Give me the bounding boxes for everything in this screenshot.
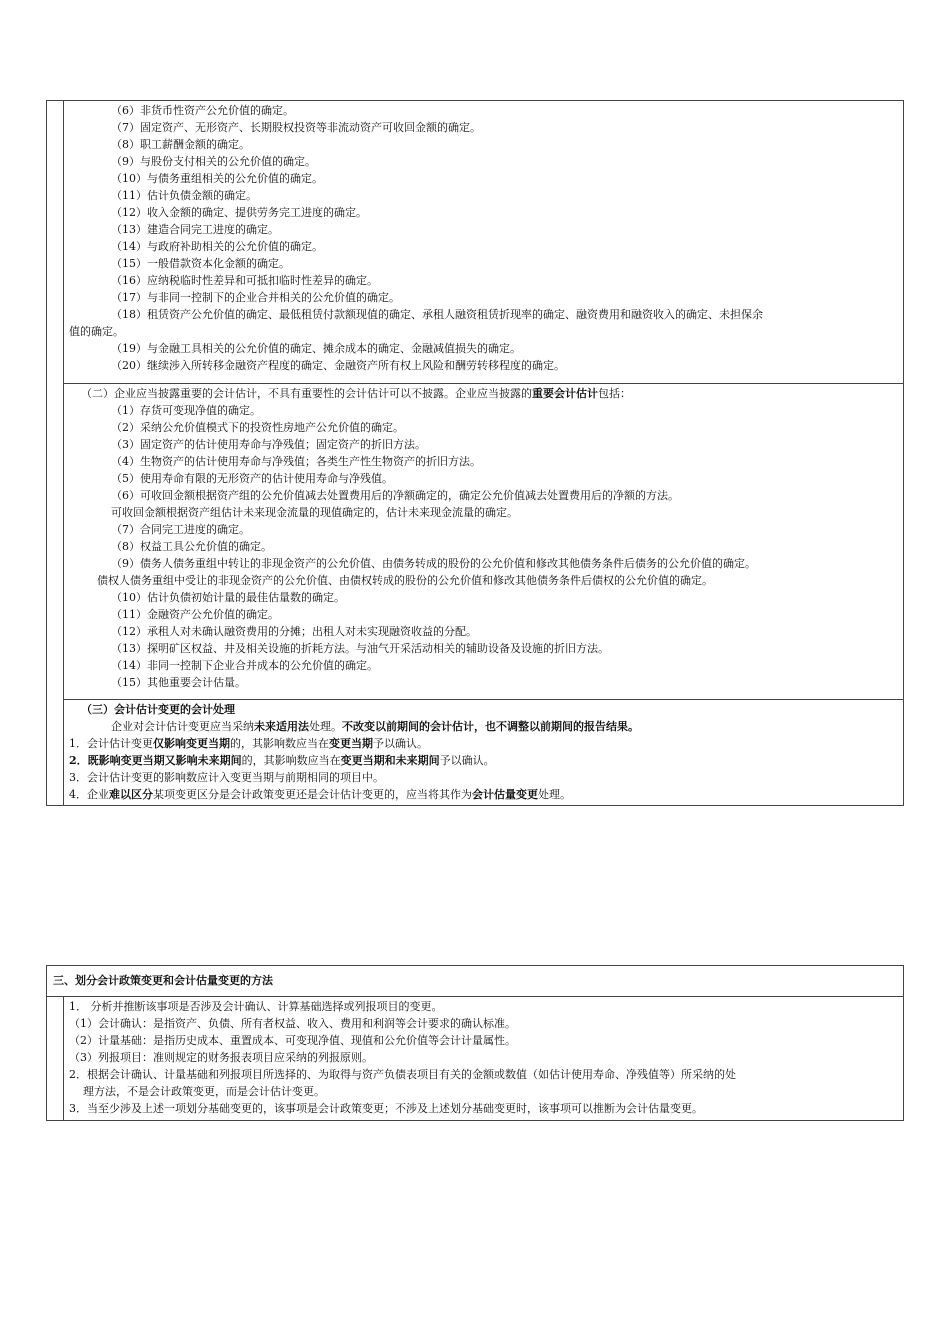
text-line (69, 735, 897, 752)
emphasis-text: 变更当期 (329, 737, 373, 750)
text-line: （12）收入金额的确定、提供劳务完工进度的确定。 (111, 206, 367, 219)
emphasis-text: 未来适用法 (254, 720, 309, 733)
text-line: （13）建造合同完工进度的确定。 (111, 223, 279, 236)
text-span: 某项变更区分是会计政策变更还是会计估计变更的，应当将其作为 (153, 788, 472, 801)
text-span: 3．会计估计变更的影响数应计入变更当期与前期相同的项目中。 (69, 771, 384, 784)
text-span: （1）存货可变现净值的确定。 (111, 404, 261, 417)
text-line: （11）估计负债金额的确定。 (111, 189, 257, 202)
text-span: （12）承租人对未确认融资费用的分摊；出租人对未实现融资收益的分配。 (111, 625, 477, 638)
text-span: （13）探明矿区权益、井及相关设施的折耗方法。与油气开采活动相关的辅助设备及设施的折旧方法。 (111, 642, 609, 655)
text-line: （8）职工薪酬金额的确定。 (111, 138, 250, 151)
emphasis-text: 会计估量变更 (472, 788, 538, 801)
text-line (69, 752, 897, 769)
text-span: （15）其他重要会计估量。 (111, 676, 246, 689)
text-span: 企业对会计估计变更应当采纳 (111, 720, 254, 733)
text-line (111, 487, 897, 504)
text-line (97, 572, 897, 589)
text-line (111, 640, 897, 657)
text-line: （6）非货币性资产公允价值的确定。 (111, 104, 294, 117)
text-line (111, 718, 897, 735)
text-line (111, 521, 897, 538)
text-line: 值的确定。 (69, 325, 124, 338)
text-span: 4．企业 (69, 788, 109, 801)
text-line (81, 385, 897, 402)
method-heading: 三、划分会计政策变更和会计估量变更的方法 (47, 966, 903, 997)
text-span: 处理。 (309, 720, 342, 733)
text-line (111, 419, 897, 436)
text-line (111, 674, 897, 691)
text-line: （14）与政府补助相关的公允价值的确定。 (111, 240, 323, 253)
emphasis-text: （三）会计估计变更的会计处理 (81, 703, 235, 716)
text-line (111, 589, 897, 606)
text-line: 理方法，不是会计政策变更，而是会计估计变更。 (83, 1085, 325, 1098)
estimates-table (46, 100, 904, 806)
text-span: （二）企业应当披露重要的会计估计，不具有重要性的会计估计可以不披露。企业应当披露的 (81, 387, 532, 400)
text-line (111, 555, 897, 572)
method-lines-section (63, 996, 903, 1120)
text-span: 债权人债务重组中受让的非现金资产的公允价值、由债权转成的股份的公允价值和修改其他债务条件后债权的公允价值的确定。 (97, 574, 713, 587)
text-line: （10）与债务重组相关的公允价值的确定。 (111, 172, 323, 185)
text-span: （6）可收回金额根据资产组的公允价值减去处置费用后的净额确定的，确定公允价值减去处置费用后的净额的方法。 (111, 489, 679, 502)
text-span: 1．会计估计变更 (69, 737, 153, 750)
estimate-change-treatment-section (63, 699, 903, 808)
text-line (111, 470, 897, 487)
text-span: 予以确认。 (439, 754, 495, 767)
text-line: （7）固定资产、无形资产、长期股权投资等非流动资产可收回金额的确定。 (111, 121, 481, 134)
text-span: 的，其影响数应当在 (241, 754, 341, 767)
text-line: （16）应纳税临时性差异和可抵扣临时性差异的确定。 (111, 274, 378, 287)
text-span: （7）合同完工进度的确定。 (111, 523, 250, 536)
text-span: （2）采纳公允价值模式下的投资性房地产公允价值的确定。 (111, 421, 404, 434)
emphasis-text: 变更当期和未来期间 (340, 754, 440, 767)
emphasis-text: 仅影响变更当期 (153, 737, 230, 750)
text-span: （14）非同一控制下企业合并成本的公允价值的确定。 (111, 659, 378, 672)
text-line (111, 606, 897, 623)
estimate-items-section (63, 101, 903, 383)
text-line (81, 701, 897, 718)
text-line: （15）一般借款资本化金额的确定。 (111, 257, 290, 270)
text-line: （3）列报项目：准则规定的财务报表项目应采纳的列报原则。 (69, 1051, 373, 1064)
emphasis-text: 重要会计估计 (532, 387, 598, 400)
text-span: （10）估计负债初始计量的最佳估量数的确定。 (111, 591, 345, 604)
emphasis-text: 2．既影响变更当期又影响未来期间 (69, 754, 242, 767)
text-line: （17）与非同一控制下的企业合并相关的公允价值的确定。 (111, 291, 400, 304)
text-span: 的，其影响数应当在 (230, 737, 329, 750)
text-line (111, 436, 897, 453)
method-gutter (47, 996, 64, 1120)
text-span: 可收回金额根据资产组估计未来现金流量的现值确定的，估计未来现金流量的确定。 (111, 506, 518, 519)
text-line (69, 769, 897, 786)
text-line (69, 786, 897, 803)
text-line: （9）与股份支付相关的公允价值的确定。 (111, 155, 316, 168)
text-line: （18）租赁资产公允价值的确定、最低租赁付款额现值的确定、承租人融资租赁折现率的确定、融资费用和融资收入的确定、未担保余 (111, 308, 763, 321)
text-span: （11）金融资产公允价值的确定。 (111, 608, 279, 621)
text-line: （1）会计确认：是指资产、负债、所有者权益、收入、费用和利润等会计要求的确认标准。 (69, 1017, 516, 1030)
text-line (111, 453, 897, 470)
text-span: （4）生物资产的估计使用寿命与净残值；各类生产性生物资产的折旧方法。 (111, 455, 481, 468)
text-span: （3）固定资产的估计使用寿命与净残值；固定资产的折旧方法。 (111, 438, 426, 451)
text-line (111, 402, 897, 419)
text-line: 2．根据会计确认、计量基础和列报项目所选择的、为取得与资产负债表项目有关的金额或数值（如估计使用寿命、净残值等）所采纳的处 (69, 1068, 736, 1081)
text-line: （2）计量基础：是指历史成本、重置成本、可变现净值、现值和公允价值等会计计量属性。 (69, 1034, 516, 1047)
method-table (46, 965, 904, 1121)
text-span: （5）使用寿命有限的无形资产的估计使用寿命与净残值。 (111, 472, 393, 485)
emphasis-text: 不改变以前期间的会计估计，也不调整以前期间的报告结果。 (342, 720, 639, 733)
text-line: 1． 分析并推断该事项是否涉及会计确认、计算基础选择或列报项目的变更。 (69, 1000, 443, 1013)
text-span: 予以确认。 (373, 737, 428, 750)
text-line (111, 623, 897, 640)
text-span: （9）债务人债务重组中转让的非现金资产的公允价值、由债务转成的股份的公允价值和修改其他债务条件后债务的公允价值的确定。 (111, 557, 756, 570)
text-span: （8）权益工具公允价值的确定。 (111, 540, 272, 553)
text-line (111, 657, 897, 674)
text-line: 3．当至少涉及上述一项划分基础变更的，该事项是会计政策变更；不涉及上述划分基础变更时，该事项可以推断为会计估量变更。 (69, 1102, 703, 1115)
text-line (111, 538, 897, 555)
disclosure-section (63, 383, 903, 700)
text-span: 处理。 (538, 788, 571, 801)
emphasis-text: 难以区分 (109, 788, 153, 801)
text-span: 包括： (598, 387, 631, 400)
text-line: （20）继续涉入所转移金融资产程度的确定、金融资产所有权上风险和酬劳转移程度的确定。 (111, 359, 565, 372)
text-line: （19）与金融工具相关的公允价值的确定、摊余成本的确定、金融减值损失的确定。 (111, 342, 521, 355)
table-gutter (47, 101, 64, 805)
text-line (111, 504, 897, 521)
